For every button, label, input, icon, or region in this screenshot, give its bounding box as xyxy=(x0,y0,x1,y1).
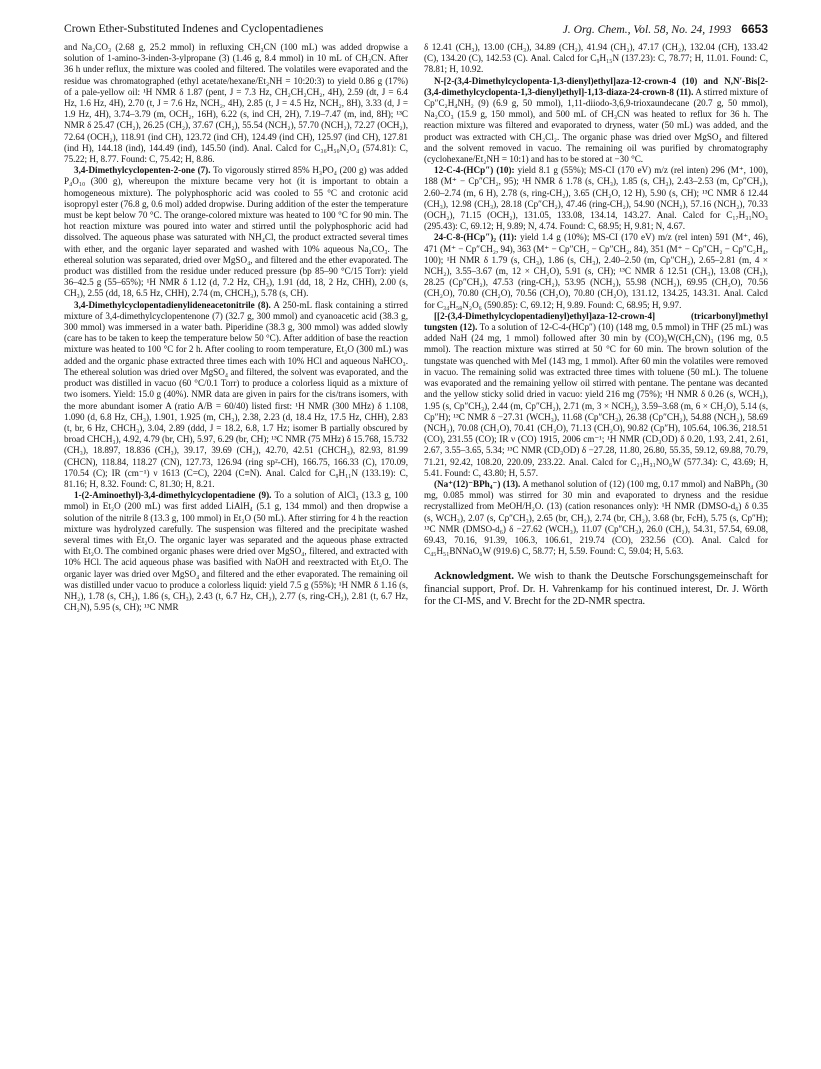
paragraph-text: To a solution of AlCl₃ (13.3 g, 100 mmol) in Et₂O (200 mL) was first added LiAlH₄ (5.1 g, 134 mmol) and then dropwise a solution of the nitrile 8 (13.3 g, 100 mmol) in Et₂O (50 mL). After stirring for 4 h the reaction mixture was hydrolyzed carefully. The suspension was filtered and the precipitate washed several times with Et₂O. The organic layer was separated and the aqueous phase extracted with Et₂O. The combined organic phases were dried over MgSO₄, filtered, and extracted with 10% HCl. The acid aqueous phase was basified with NaOH and reextracted with Et₂O. The organic layer was dried over MgSO₄ and filtered and the ether evaporated. The remaining oil was distilled under vacuo to produce a colorless liquid: yield 7.5 g (55%); ¹H NMR δ 1.16 (s, NH₂), 1.78 (s, CH₃), 1.86 (s, CH₃), 2.43 (t, 6.7 Hz, CH₂), 2.77 (s, ring-CH₂), 2.81 (t, 6.7 Hz, CH₂N), 5.95 (s, CH); ¹³C NMR xyxy=(64,490,408,613)
paragraph-text: To vigorously stirred 85% H₃PO₄ (200 g) was added P₄O₁₀ (300 g), whereupon the mixture became very hot (it is important to obtain a homogeneous mixture). The polyphosphoric acid was cooled to 55 °C and crotonic acid isopropyl ester (76.8 g, 0.6 mol) added dropwise. During addition of the ester the temperature must be kept below 70 °C. The orange-colored mixture was heated to 100 °C for 90 min. The hot reaction mixture was poured into water and stirred until the polyphosphoric acid had dissolved. The aqueous phase was saturated with NH₄Cl, the product extracted several times with ether, and the organic layer separated and washed with 10% aqueous Na₂CO₃. The ethereal solution was separated, dried over MgSO₄, and filtered and the ether evaporated. The product was distilled from the residue under reduced pressure (bp 85–90 °C/15 Torr): yield 36–42.5 g (55–65%); ¹H NMR δ 1.12 (d, 7.2 Hz, CH₃), 1.91 (dd, 18, 2 Hz, CHH), 2.00 (s, CH₃), 2.55 (dd, 18, 6.5 Hz, CHH), 2.74 (m, CHCH₃), 5.78 (s, CH). xyxy=(64,165,408,299)
paragraph-text: yield 1.4 g (10%); MS-CI (170 eV) m/z (rel inten) 591 (M⁺, 46), 471 (M⁺ − Cp″CH₂, 94), 363 (M⁺ − Cp″CH₂ − Cp″CH₂, 84), 351 (M⁺ − Cp″CH₂ − Cp″C₂H₄, 100); ¹H NMR δ 1.79 (s, CH₃), 1.86 (s, CH₃), 2.40–2.50 (m, Cp″CH₂), 2.65–2.81 (m, 4 × NCH₂), 3.55–3.67 (m, 12 × CH₂O), 5.91 (s, CH); ¹³C NMR δ 12.51 (CH₃), 13.08 (CH₃), 28.25 (Cp″CH₂), 47.53 (ring-CH₂), 53.95 (NCH₂), 55.98 (NCH₂), 69.95 (CH₂O), 70.56 (CH₂O), 70.80 (CH₂O), 70.56 (CH₂O), 70.80 (CH₂O), 131.12, 134.25, 143.31. Anal. Calcd for C₃₄H₅₈N₂O₆ (590.85): C, 69.12; H, 9.89. Found: C, 68.95; H, 9.97. xyxy=(424,232,768,310)
paragraph-text: A stirred mixture of Cp″C₂H₄NH₂ (9) (6.9 g, 50 mmol), 1,11-diiodo-3,6,9-trioxaundecane (20.7 g, 50 mmol), Na₂CO₃ (15.9 g, 150 mmol), and 500 mL of CH₃CN was heated to reflux for 36 h. The reaction mixture was filtered and evaporated to dryness, water (50 mL) was added, and the product was extracted with CH₂Cl₂. The organic phase was dried over MgSO₄ and filtered and the solvent removed in vacuo. The remaining oil was purified by chromatography (cyclohexane/Et₂NH = 10:1) and has to be stored at −30 °C. xyxy=(424,86,768,165)
compound-heading: 3,4-Dimethylcyclopenten-2-one (7). xyxy=(74,165,211,176)
running-header xyxy=(64,22,768,38)
compound-heading: 1-(2-Aminoethyl)-3,4-dimethylcyclopentadiene (9). xyxy=(74,490,272,501)
acknowledgment-heading: Acknowledgment. xyxy=(434,571,514,583)
paragraph-text: To a solution of 12-C-4-(HCp″) (10) (148 mg, 0.5 mmol) in THF (25 mL) was added NaH (24 mg, 1 mmol) followed after 30 min by (CO)₃W(CH₃CN)₃ (196 mg, 0.5 mmol). The reaction mixture was stirred at 50 °C for 60 min. The brown solution of the tungstate was quenched with MeI (143 mg, 1 mmol). After 60 min the volatiles were removed in vacuo. The remaining solid was extracted three times with toluene (50 mL). The toluene was evaporated and the remaining yellow oil stirred with pentane. The pentane was decanted and the yellow sticky solid dried in vacuo: yield 216 mg (75%); ¹H NMR δ 0.26 (s, WCH₃), 1.95 (s, Cp″CH₃), 2.44 (m, Cp″CH₂), 2.71 (m, 3 × NCH₂), 3.59–3.68 (m, 6 × CH₂O), 5.14 (s, Cp″H); ¹³C NMR δ −27.31 (WCH₃), 11.68 (Cp″CH₃), 26.38 (Cp″CH₂), 54.88 (NCH₂), 58.69 (NCH₂), 70.08 (CH₂O), 70.41 (CH₂O), 71.13 (CH₂O), 90.82 (Cp″H), 105.64, 106.36, 218.51 (CO), 231.55 (CO); IR ν (CO) 1915, 2006 cm⁻¹; ¹H NMR (CD₃OD) δ 0.20, 1.93, 2.41, 2.61, 2.67, 3.55–3.65, 5.34; ¹³C NMR (CD₃OD) δ −27.28, 11.80, 26.80, 55.35, 59.12, 69.88, 70.79, 71.21, 92.42, 108.20, 220.09, 233.22. Anal. Calcd for C₂₁H₃₁NO₆W (577.34): C, 43.69; H, 5.41. Found: C, 43.80; H, 5.57. xyxy=(424,322,768,478)
acknowledgment xyxy=(424,571,768,608)
paragraph-text: A 250-mL flask containing a stirred mixture of 3,4-dimethylcyclopentenone (7) (32.7 g, 300 mmol) and cyanoacetic acid (38.3 g, 300 mmol) was immersed in a water bath. Piperidine (38.3 g, 300 mmol) was added slowly (care has to be taken to keep the temperature below 50 °C). After addition of base the reaction mixture was heated to 100 °C for 2 h. After cooling to room temperature, Et₂O (300 mL) was added and the organic phase extracted three times each with 10% HCl and aqueous NaHCO₃. The ethereal solution was dried over MgSO₄ and filtered, the solvent was evaporated, and the product was distilled in vacuo (60 °C/0.1 Torr) to produce a colorless liquid as a mixture of two isomers. Yield: 15.0 g (40%). NMR data are given in pairs for the cis/trans isomers, with the more abundant isomer A (ratio A/B = 60/40) listed first: ¹H NMR (300 MHz) δ 1.108, 1.090 (d, 6.8 Hz, CH₃), 1.901, 1.925 (m, CH₃), 2.38, 2.23 (d, 18.4 Hz, 17.5 Hz, CHH), 2.83 (t, br, 6 Hz, CHCH₃), 3.04, 2.89 (ddd, J = 18.2, 6.8, 1.7 Hz; isomer B partially obscured by broad CHCH₃), 4.92, 4.79 (br, CH), 5.97, 6.29 (br, CH); ¹³C NMR (75 MHz) δ 15.768, 15.732 (CH₃), 18.897, 18.836 (CH₃), 39.17, 39.69 (CH₂), 42.70, 42.51 (CHCH₃), 82.93, 81.99 (CHCN), 118.84, 118.27 (CN), 127.73, 126.94 (ring sp²-CH), 166.75, 166.33 (C), 170.09, 170.54 (C); IR (cm⁻¹) ν 1613 (C=C), 2204 (C≡N). Anal. Calcd for C₉H₁₁N (133.19): C, 81.16; H, 8.32. Found: C, 81.30; H, 8.21. xyxy=(64,299,408,489)
compound-heading: (Na⁺(12)⁻BPh₄⁻) (13). xyxy=(434,478,521,489)
paragraph-text: yield 8.1 g (55%); MS-CI (170 eV) m/z (rel inten) 296 (M⁺, 100), 188 (M⁺ − Cp″CH₂, 95); ¹H NMR δ 1.78 (s, CH₃), 1.85 (s, CH₃), 2.43–2.53 (m, Cp″CH₂), 2.60–2.74 (m, 6 H), 2.78 (s, ring-CH₂), 3.65 (CH₂O, 12 H), 5.90 (s, CH); ¹³C NMR δ 12.44 (CH₃), 12.98 (CH₃), 28.18 (Cp″CH₂), 47.46 (ring-CH₂), 54.90 (NCH₂), 57.16 (NCH₂), 70.33 (OCH₂), 71.15 (OCH₂), 131.05, 133.08, 134.14, 143.27. Anal. Calcd for C₁₇H₃₁NO₃ (295.43): C, 69.12; H, 9.89; N, 4.74. Found: C, 68.95; H, 9.81; N, 4.67. xyxy=(424,165,768,232)
running-title: Crown Ether-Substituted Indenes and Cyclopentadienes xyxy=(64,22,324,35)
paragraph xyxy=(424,42,768,76)
paragraph xyxy=(64,165,408,299)
paragraph xyxy=(424,311,768,479)
compound-heading: 12-C-4-(HCp″) (10): xyxy=(434,165,515,176)
compound-heading: 24-C-8-(HCp″)₂ (11): xyxy=(434,232,517,243)
paragraph-text: δ 12.41 (CH₃), 13.00 (CH₃), 34.89 (CH₂), 41.94 (CH₂), 47.17 (CH₂), 132.04 (CH), 133.42 (C), 134.20 (C), 142.53 (C). Anal. Calcd for C₉H₁₅N (137.23): C, 78.77; H, 11.01. Found: C, 78.81; H, 10.92. xyxy=(424,42,768,75)
compound-heading: [[2-(3,4-Dimethylcyclopentadienyl)ethyl]aza-12-crown-4] (tricarbonyl)methyl tungsten (12). xyxy=(424,310,768,333)
paragraph xyxy=(64,300,408,490)
compound-heading: N-[2-(3,4-Dimethylcyclopenta-1,3-dienyl)ethyl]aza-12-crown-4 (10) and N,N′-Bis[2-(3,4-dimethylcyclopenta-1,3-dienyl)ethyl]-1,13-diaza-24-crown-8 (11). xyxy=(424,75,768,97)
acknowledgment-text: We wish to thank the Deutsche Forschungsgemeinschaft for financial support, Prof. Dr. H. Vahrenkamp for his continued interest, Dr. J. Wörth for the CI-MS, and V. Brecht for the 2D-NMR spectra. xyxy=(424,571,768,607)
page-number: 6653 xyxy=(741,22,768,36)
paragraph-text: and Na₂CO₃ (2.68 g, 25.2 mmol) in refluxing CH₃CN (100 mL) was added dropwise a solution of 1-amino-3-inden-3-ylpropane (3) (1.46 g, 8.4 mmol) in 10 mL of CH₃CN. After 36 h under reflux, the mixture was cooled and filtered. The volatiles were evaporated and the residue was chromatographed (ethyl acetate/hexane/Et₂NH = 10:20:3) to yield 0.86 g (17%) of a pale-yellow oil: ¹H NMR δ 1.87 (pent, J = 7.3 Hz, CH₂CH₂CH₂, 4H), 2.59 (dt, J = 6.4 Hz, 1.6 Hz, 4H), 2.70 (t, J = 7.6 Hz, NCH₂, 4H), 2.85 (t, J = 4.5 Hz, NCH₂, 8H), 3.33 (d, J = 1.9 Hz, 4H), 3.74–3.79 (m, OCH₂, 16H), 6.22 (s, ind CH, 2H), 7.19–7.47 (m, ind, 8H); ¹³C NMR δ 25.47 (CH₂), 26.25 (CH₂), 37.67 (CH₂), 55.54 (NCH₂), 57.70 (NCH₂), 72.27 (OCH₂), 72.64 (OCH₂), 118.91 (ind CH), 123.72 (ind CH), 124.49 (ind CH), 125.97 (ind CH), 127.81 (ind H), 144.18 (ind), 144.49 (ind), 145.50 (ind). Anal. Calcd for C₃₆H₅₀N₂O₄ (574.81): C, 75.22; H, 8.77. Found: C, 75.42; H, 8.86. xyxy=(64,42,408,165)
paragraph xyxy=(424,232,768,310)
paragraph xyxy=(424,479,768,557)
journal-citation xyxy=(563,22,768,36)
paragraph xyxy=(424,76,768,166)
paragraph xyxy=(64,490,408,613)
paragraph-text: A methanol solution of (12) (100 mg, 0.17 mmol) and NaBPh₄ (30 mg, 0.085 mmol) was stirred for 30 min and evaporated to dryness and the residue recrystallized from MeOH/H₂O. (13) (cation resonances only): ¹H NMR (DMSO-d₆) δ 0.35 (s, WCH₃), 2.07 (s, Cp″CH₃), 2.65 (br, CH₂), 2.74 (br, CH₂), 3.68 (br, FcH), 5.75 (s, Cp″H); ¹³C NMR (DMSO-d₆) δ −27.62 (WCH₃), 11.07 (Cp″CH₃), 26.0 (CH₂), 54.31, 57.54, 69.08, 69.43, 70.16, 91.39, 106.3, 106.61, 219.74 (CO), 232.56 (CO). Anal. Calcd for C₄₅H₅₁BNNaO₆W (919.6) C, 58.77; H, 5.59. Found: C, 59.04; H, 5.63. xyxy=(424,478,768,557)
paragraph xyxy=(424,165,768,232)
compound-heading: 3,4-Dimethylcyclopentadienylideneacetonitrile (8). xyxy=(74,299,271,310)
left-column xyxy=(64,42,408,1047)
journal-name: J. Org. Chem., Vol. 58, No. 24, 1993 xyxy=(562,23,732,36)
right-column xyxy=(424,42,768,1047)
paragraph xyxy=(64,42,408,165)
